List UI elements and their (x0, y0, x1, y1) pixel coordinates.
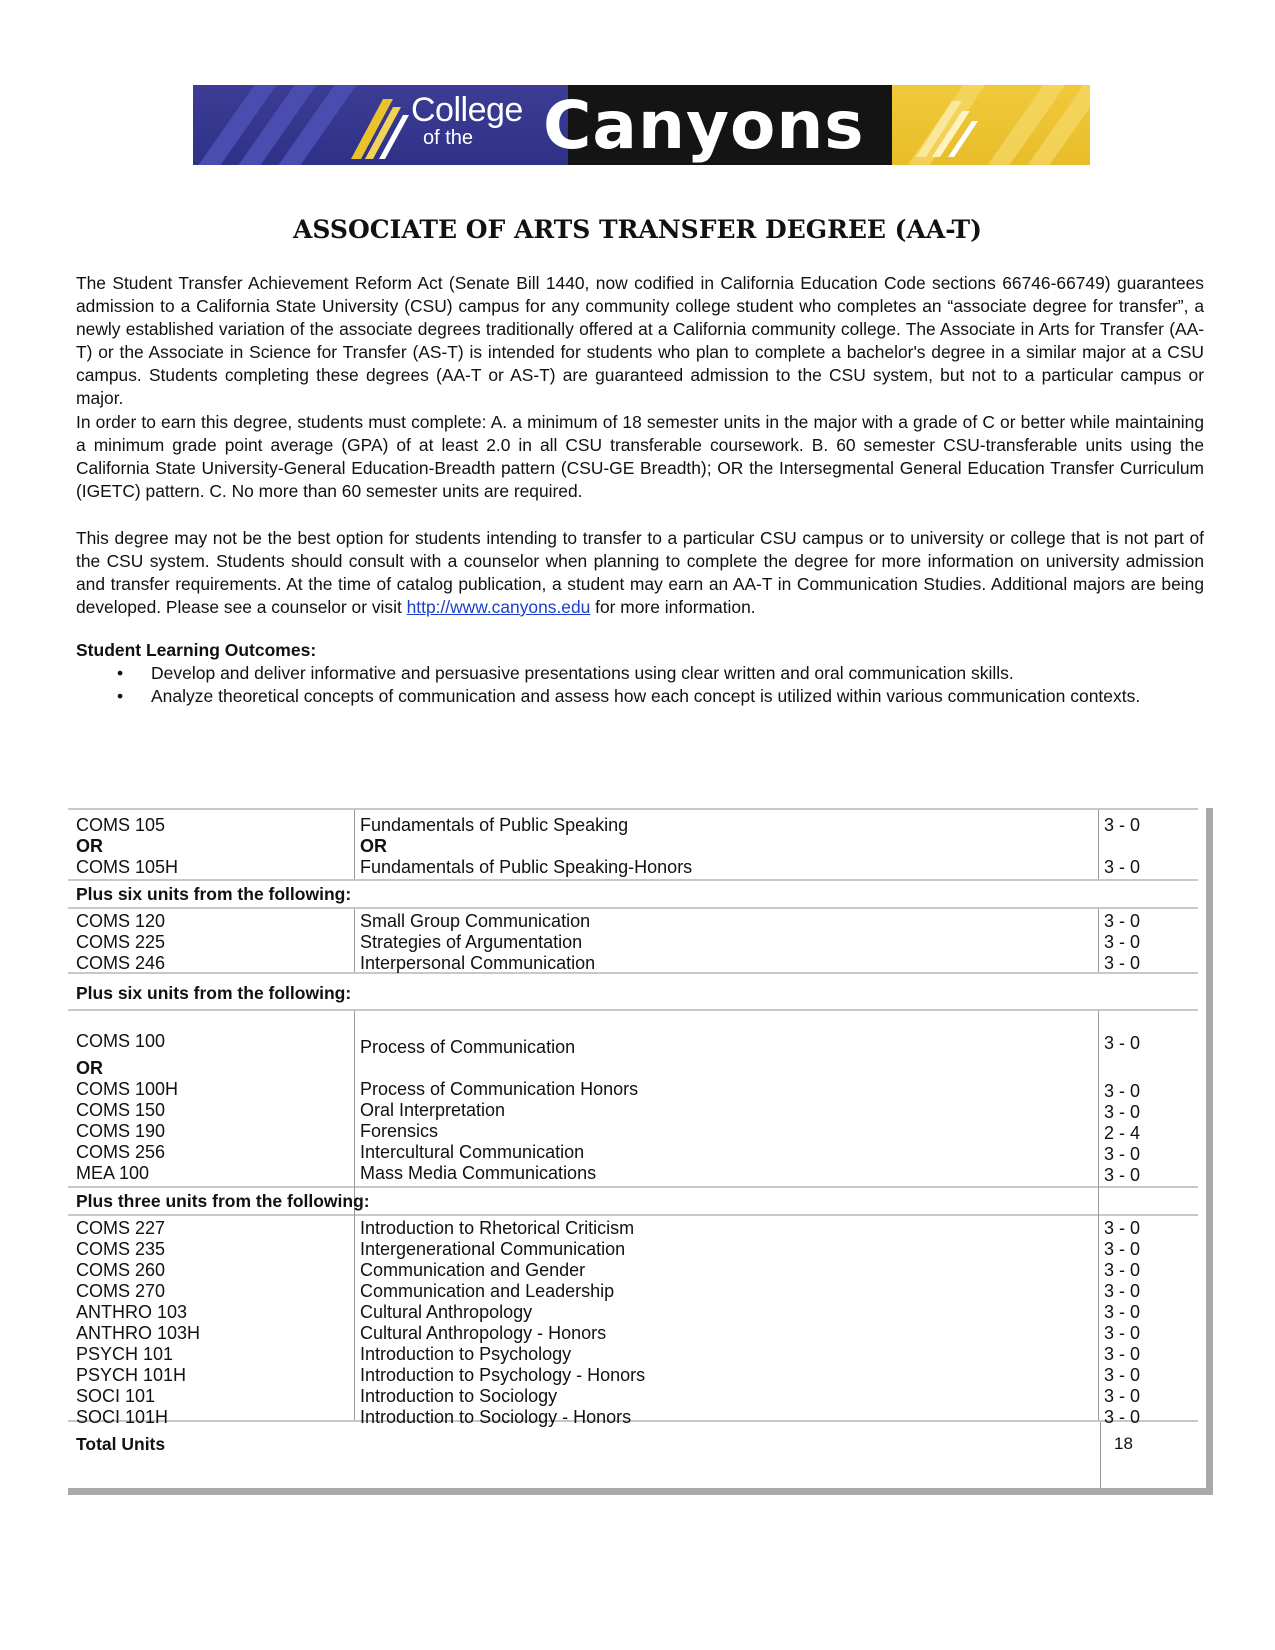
course-units: 2 - 4 (1104, 1123, 1141, 1143)
total-units-value: 18 (1114, 1434, 1133, 1453)
course-code: COMS 256 (76, 1142, 166, 1162)
course-title: Introduction to Psychology - Honors (360, 1365, 646, 1385)
canyons-website-link[interactable]: http://www.canyons.edu (406, 597, 591, 617)
course-title: Intercultural Communication (360, 1142, 585, 1162)
course-title: Introduction to Sociology (360, 1386, 558, 1406)
section-heading: Plus six units from the following: (76, 983, 352, 1003)
course-title: Mass Media Communications (360, 1163, 597, 1183)
course-units: 3 - 0 (1104, 1081, 1141, 1101)
course-units: 3 - 0 (1104, 857, 1141, 877)
course-units: 3 - 0 (1104, 1144, 1141, 1164)
logo-word-college: College (411, 91, 523, 129)
course-units: 3 - 0 (1104, 932, 1141, 952)
course-units: 3 - 0 (1104, 1302, 1141, 1322)
course-units: 3 - 0 (1104, 1239, 1141, 1259)
requirements-paragraph: In order to earn this degree, students must complete: A. a minimum of 18 semester units in the major with a grade of C or better while maintaining a minimum grade point average (GPA) of at least 2.0 in all CSU transferable coursework. B. 60 semester CSU-transferable units using the California State University-General Education-Breadth pattern (CSU-GE Breadth); OR the Intersegmental General Education Transfer Curriculum (IGETC) pattern. C. No more than 60 semester units are required. (76, 412, 1204, 501)
course-code: PSYCH 101 (76, 1344, 174, 1364)
course-code: COMS 270 (76, 1281, 166, 1301)
bullet: • (117, 663, 124, 683)
slo-item: • Develop and deliver informative and persuasive presentations using clear written and oral communication skills. (117, 663, 1014, 683)
course-units: 3 - 0 (1104, 1165, 1141, 1185)
course-code: COMS 225 (76, 932, 166, 952)
course-title: Cultural Anthropology (360, 1302, 533, 1322)
course-code: ANTHRO 103 (76, 1302, 188, 1322)
course-code: MEA 100 (76, 1163, 150, 1183)
course-units: 3 - 0 (1104, 911, 1141, 931)
advisory-text-end: for more information. (590, 597, 756, 617)
course-code: PSYCH 101H (76, 1365, 187, 1385)
course-code: COMS 105 (76, 815, 166, 835)
course-units: 3 - 0 (1104, 1386, 1141, 1406)
course-title: Oral Interpretation (360, 1100, 506, 1120)
course-title: Communication and Leadership (360, 1281, 615, 1301)
course-units: 3 - 0 (1104, 815, 1141, 835)
course-code: ANTHRO 103H (76, 1323, 201, 1343)
course-title: Forensics (360, 1121, 439, 1141)
section-heading: Plus three units from the following: (76, 1191, 370, 1211)
course-units: 3 - 0 (1104, 1344, 1141, 1364)
course-title: Introduction to Rhetorical Criticism (360, 1218, 635, 1238)
course-code: COMS 246 (76, 953, 166, 973)
course-units: 3 - 0 (1104, 1281, 1141, 1301)
course-code: COMS 120 (76, 911, 166, 931)
or-label: OR (76, 836, 103, 856)
course-title: Interpersonal Communication (360, 953, 596, 973)
course-title: Introduction to Psychology (360, 1344, 572, 1364)
course-units: 3 - 0 (1104, 1260, 1141, 1280)
course-units: 3 - 0 (1104, 1365, 1141, 1385)
college-banner (193, 85, 1090, 165)
course-title: Introduction to Sociology - Honors (360, 1407, 632, 1427)
course-title: Small Group Communication (360, 911, 591, 931)
course-title: Process of Communication (360, 1037, 576, 1057)
course-code: COMS 227 (76, 1218, 166, 1238)
banner-right-panel (892, 85, 1090, 165)
section-heading: Plus six units from the following: (76, 884, 352, 904)
or-label: OR (76, 1058, 103, 1078)
course-units: 3 - 0 (1104, 953, 1141, 973)
course-code: COMS 260 (76, 1260, 166, 1280)
advisory-paragraph (76, 527, 1204, 619)
course-code: COMS 190 (76, 1121, 166, 1141)
slo-list (76, 662, 1204, 708)
course-table (68, 808, 1213, 1495)
course-units: 3 - 0 (1104, 1323, 1141, 1343)
course-code: COMS 105H (76, 857, 179, 877)
course-title: Communication and Gender (360, 1260, 586, 1280)
course-title: Intergenerational Communication (360, 1239, 626, 1259)
course-title: Cultural Anthropology - Honors (360, 1323, 607, 1343)
canyons-logo-icon (343, 93, 413, 163)
page-title: ASSOCIATE OF ARTS TRANSFER DEGREE (AA-T) (293, 215, 982, 244)
bullet: • (117, 686, 124, 706)
course-code: COMS 150 (76, 1100, 166, 1120)
slo-item: • Analyze theoretical concepts of communication and assess how each concept is utilized within various communication contexts. (117, 686, 1141, 706)
course-title: Fundamentals of Public Speaking (360, 815, 629, 835)
course-title: Process of Communication Honors (360, 1079, 639, 1099)
course-title: Strategies of Argumentation (360, 932, 583, 952)
mountain-peaks-icon (912, 95, 992, 161)
course-code: SOCI 101 (76, 1386, 156, 1406)
logo-word-of-the: of the (423, 127, 474, 149)
course-title: Fundamentals of Public Speaking-Honors (360, 857, 693, 877)
logo-word-canyons: Canyons (543, 87, 865, 164)
course-code: COMS 100 (76, 1031, 166, 1051)
or-label: OR (360, 836, 387, 856)
slo-heading: Student Learning Outcomes: (76, 640, 317, 660)
course-code: SOCI 101H (76, 1407, 169, 1427)
advisory-text: This degree may not be the best option for students intending to transfer to a particular CSU campus or to university or college that is not part of the CSU system. Students should consult with a counselor when planning to complete the degree for more information on university admission and transfer requirements. At the time of catalog publication, a student may earn an AA-T in Communication Studies. Additional majors are being developed. Please see a counselor or visit (76, 528, 1204, 617)
course-code: COMS 235 (76, 1239, 166, 1259)
total-units-label: Total Units (76, 1434, 166, 1454)
course-units: 3 - 0 (1104, 1218, 1141, 1238)
course-units: 3 - 0 (1104, 1033, 1141, 1053)
course-units: 3 - 0 (1104, 1407, 1141, 1427)
course-code: COMS 100H (76, 1079, 179, 1099)
intro-paragraph: The Student Transfer Achievement Reform Act (Senate Bill 1440, now codified in California Education Code sections 66746-66749) guarantees admission to a California State University (CSU) campus for any community college student who completes an “associate degree for transfer”, a newly established variation of the associate degrees traditionally offered at a California community college. The Associate in Arts for Transfer (AA-T) or the Associate in Science for Transfer (AS-T) is intended for students who plan to complete a bachelor's degree in a similar major at a CSU campus. Students completing these degrees (AA-T or AS-T) are guaranteed admission to the CSU system, but not to a particular campus or major. (76, 273, 1204, 408)
course-units: 3 - 0 (1104, 1102, 1141, 1122)
